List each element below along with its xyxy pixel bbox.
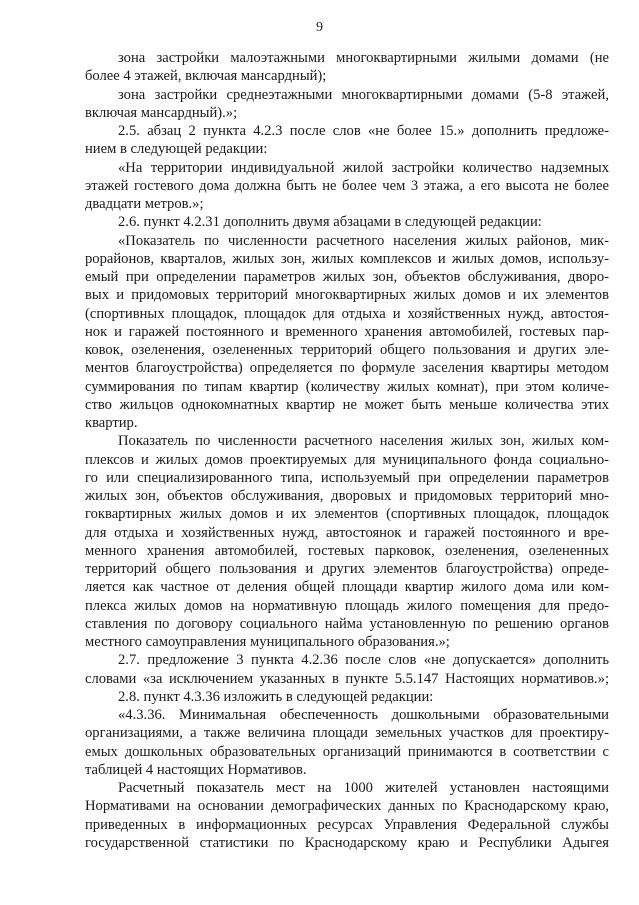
text-line: для отдыха и хозяйственных нужд, автостоянок и гаражей постоянного и вре- bbox=[85, 524, 609, 541]
text-line: жилых зон, объектов обслуживания, дворовых и придомовых территорий мно- bbox=[85, 488, 609, 504]
text-line: словами «за исключением указанных в пункте 5.5.147 Настоящих нормативов.»; bbox=[85, 670, 609, 687]
text-line: этажей гостевого дома должна быть не более чем 3 этажа, а его высота не более bbox=[85, 177, 609, 194]
text-line: «На территории индивидуальной жилой застройки количество надземных bbox=[118, 159, 609, 176]
text-line: двадцати метров.»; bbox=[85, 196, 204, 212]
text-line: «Показатель по численности расчетного населения жилых районов, мик- bbox=[118, 232, 609, 249]
text-line: зона застройки среднеэтажными многоквартирными домами (5-8 этажей, bbox=[118, 86, 609, 103]
text-line: плексов и жилых домов проектируемых для муниципального фонда социально- bbox=[85, 451, 609, 468]
text-line: емых дошкольных образовательных организаций принимаются в соответствии с bbox=[85, 743, 609, 760]
text-line: зона застройки малоэтажными многоквартирными жилыми домами (не bbox=[118, 50, 609, 66]
text-line: более 4 этажей, включая мансардный); bbox=[85, 68, 327, 85]
text-line: рорайонов, кварталов, жилых зон, жилых комплексов и жилых домов, использу- bbox=[85, 250, 609, 267]
page-number: 9 bbox=[316, 20, 323, 35]
text-line: ментов благоустройства) определяется по формуле заселения квартиры методом bbox=[85, 360, 609, 377]
text-line: государственной статистики по Краснодарскому краю и Республики Адыгея bbox=[85, 834, 609, 851]
document-body bbox=[85, 49, 609, 852]
text-line: организациями, а также величина площади земельных участков для проектиру- bbox=[85, 725, 609, 742]
text-line: плекса жилых домов на нормативную площадь жилого помещения для предо- bbox=[85, 597, 609, 614]
text-line: 2.8. пункт 4.3.36 изложить в следующей редакции: bbox=[118, 688, 434, 705]
text-line: 2.5. абзац 2 пункта 4.2.3 после слов «не более 15.» дополнить предложе- bbox=[118, 123, 609, 139]
text-line: территорий общего пользования и других элементов благоустройства) опреде- bbox=[85, 561, 609, 577]
text-line: 2.7. предложение 3 пункта 4.2.36 после слов «не допускается» дополнить bbox=[118, 652, 609, 669]
text-line: ковок, озеленения, озелененных территорий общего пользования и других эле- bbox=[85, 342, 609, 358]
text-line: емый при определении параметров жилых зон, объектов обслуживания, дворо- bbox=[85, 269, 609, 285]
text-line: ляется как частное от деления общей площади квартир жилого дома или ком- bbox=[85, 579, 609, 596]
text-line: нок и гаражей постоянного и временного хранения автомобилей, гостевых пар- bbox=[85, 323, 609, 340]
text-line: вых и придомовых территорий многоквартирных жилых домов и их элементов bbox=[85, 287, 609, 304]
text-line: Показатель по численности расчетного населения жилых зон, жилых ком- bbox=[118, 433, 609, 450]
text-line: 2.6. пункт 4.2.31 дополнить двумя абзацами в следующей редакции: bbox=[118, 214, 542, 231]
text-line: суммирования по типам квартир (количеству жилых комнат), при этом количе- bbox=[85, 378, 609, 395]
text-line: нием в следующей редакции: bbox=[85, 141, 268, 158]
text-line: местного самоуправления муниципального образования.»; bbox=[85, 634, 450, 650]
text-line: менного хранения автомобилей, гостевых парковок, озеленения, озелененных bbox=[85, 542, 609, 559]
text-line: квартир. bbox=[85, 415, 138, 431]
text-line: «4.3.36. Минимальная обеспеченность дошкольными образовательными bbox=[118, 707, 609, 723]
text-line: приведенных в информационных ресурсах Управления Федеральной службы bbox=[85, 816, 609, 833]
text-line: (спортивных площадок, площадок для отдыха и хозяйственных нужд, автостоя- bbox=[85, 305, 609, 322]
text-line: включая мансардный).»; bbox=[85, 104, 238, 121]
text-line: Нормативами на основании демографических данных по Краснодарскому краю, bbox=[85, 798, 609, 815]
text-line: ставления по договору социального найма установленную по решению органов bbox=[85, 615, 609, 632]
text-line: ство жильцов однокомнатных квартир не может быть меньше количества этих bbox=[85, 396, 609, 413]
text-line: таблицей 4 настоящих Нормативов. bbox=[85, 761, 307, 778]
text-line: гоквартирных жилых домов и их элементов (спортивных площадок, площадок bbox=[85, 506, 609, 523]
text-line: Расчетный показатель мест на 1000 жителей установлен настоящими bbox=[118, 780, 609, 796]
text-line: го или специализированного типа, используемый при определении параметров bbox=[85, 469, 609, 486]
